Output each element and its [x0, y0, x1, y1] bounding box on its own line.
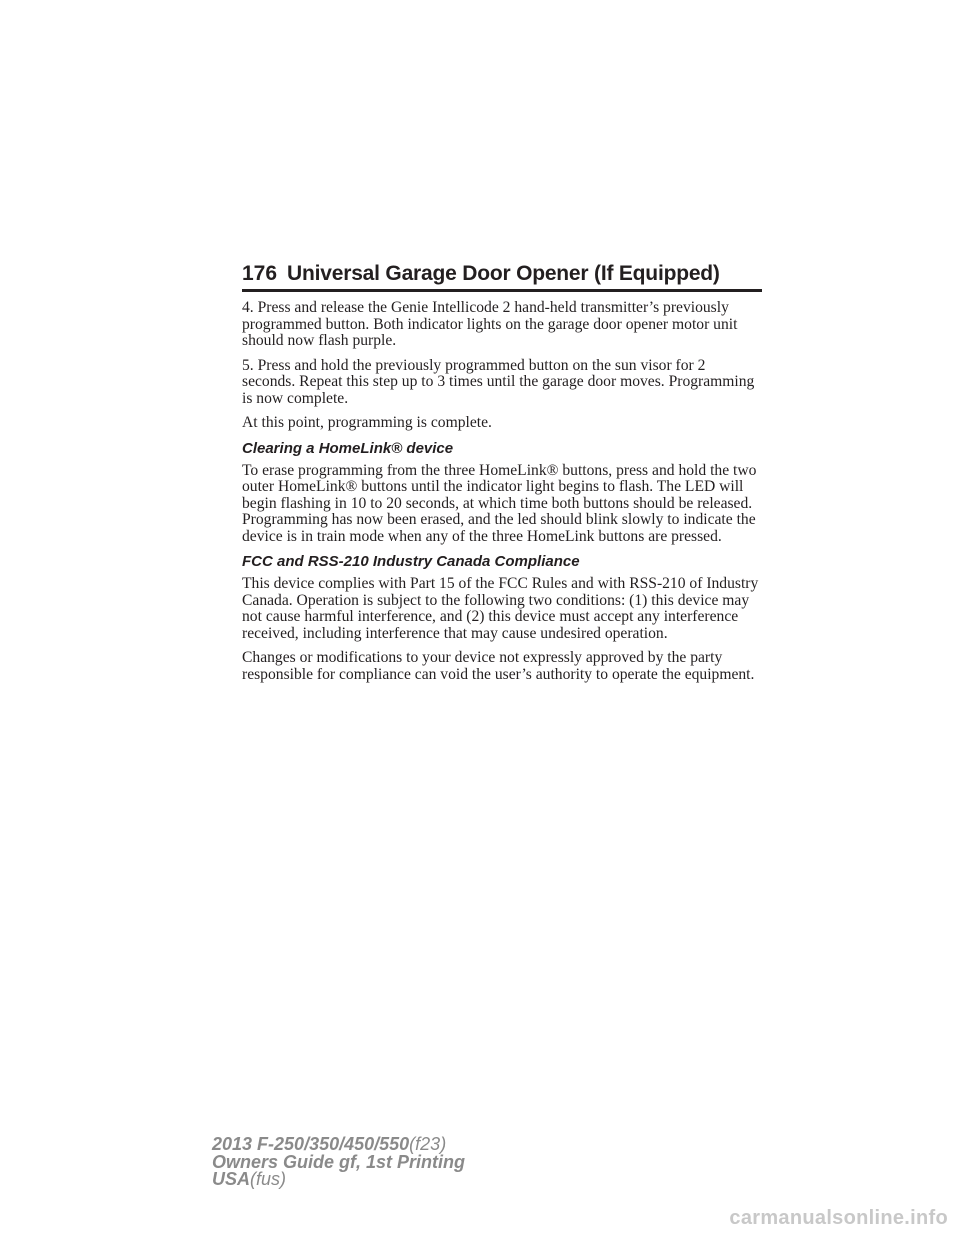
page-content: [242, 300, 762, 691]
watermark: carmanualsonline.info: [729, 1207, 948, 1229]
footer-market: USA: [212, 1169, 251, 1189]
footer-line-3: [212, 1171, 465, 1189]
step-5-paragraph: 5. Press and hold the previously programmed button on the sun visor for 2 seconds. Repeat this step up to 3 times until the garage door moves. Programming is now complete.: [242, 356, 755, 407]
footer-model: 2013 F-250/350/450/550: [212, 1134, 410, 1154]
footer-edition: Owners Guide gf, 1st Printing: [212, 1151, 466, 1172]
footer-market-code: (fus): [250, 1169, 287, 1189]
step-4-paragraph: 4. Press and release the Genie Intellicode 2 hand-held transmitter’s previously programmed button. Both indicator lights on the garage door opener motor unit should now flash purple.: [242, 299, 738, 349]
changes-paragraph: Changes or modifications to your device not expressly approved by the party responsible for compliance can void the user’s authority to operate the equipment.: [242, 649, 755, 683]
page-number: 176: [242, 262, 278, 285]
page-header: [242, 258, 762, 292]
clearing-homelink-paragraph: To erase programming from the three HomeLink® buttons, press and hold the two outer HomeLink® buttons until the indicator light begins to flash. The LED will begin flashing in 10 to 20 seconds, at which time both buttons should be released. Programming has now been erased, and the led should blink slowly to indicate the device is in train mode when any of the three HomeLink buttons are pressed.: [242, 461, 757, 545]
document-footer: [212, 1136, 465, 1189]
clearing-homelink-heading: Clearing a HomeLink® device: [242, 439, 454, 457]
fcc-compliance-heading: FCC and RSS-210 Industry Canada Compliance: [242, 553, 580, 570]
footer-model-code: (f23): [409, 1134, 447, 1154]
fcc-compliance-paragraph: This device complies with Part 15 of the FCC Rules and with RSS-210 of Industry Canada. Operation is subject to the following two conditions: (1) this device may not cause harmful interference, and (2) this device must accept any interference received, including interference that may cause undesired operation.: [242, 575, 759, 642]
programming-complete-paragraph: At this point, programming is complete.: [242, 414, 492, 431]
section-title: Universal Garage Door Opener (If Equipped): [287, 262, 720, 285]
